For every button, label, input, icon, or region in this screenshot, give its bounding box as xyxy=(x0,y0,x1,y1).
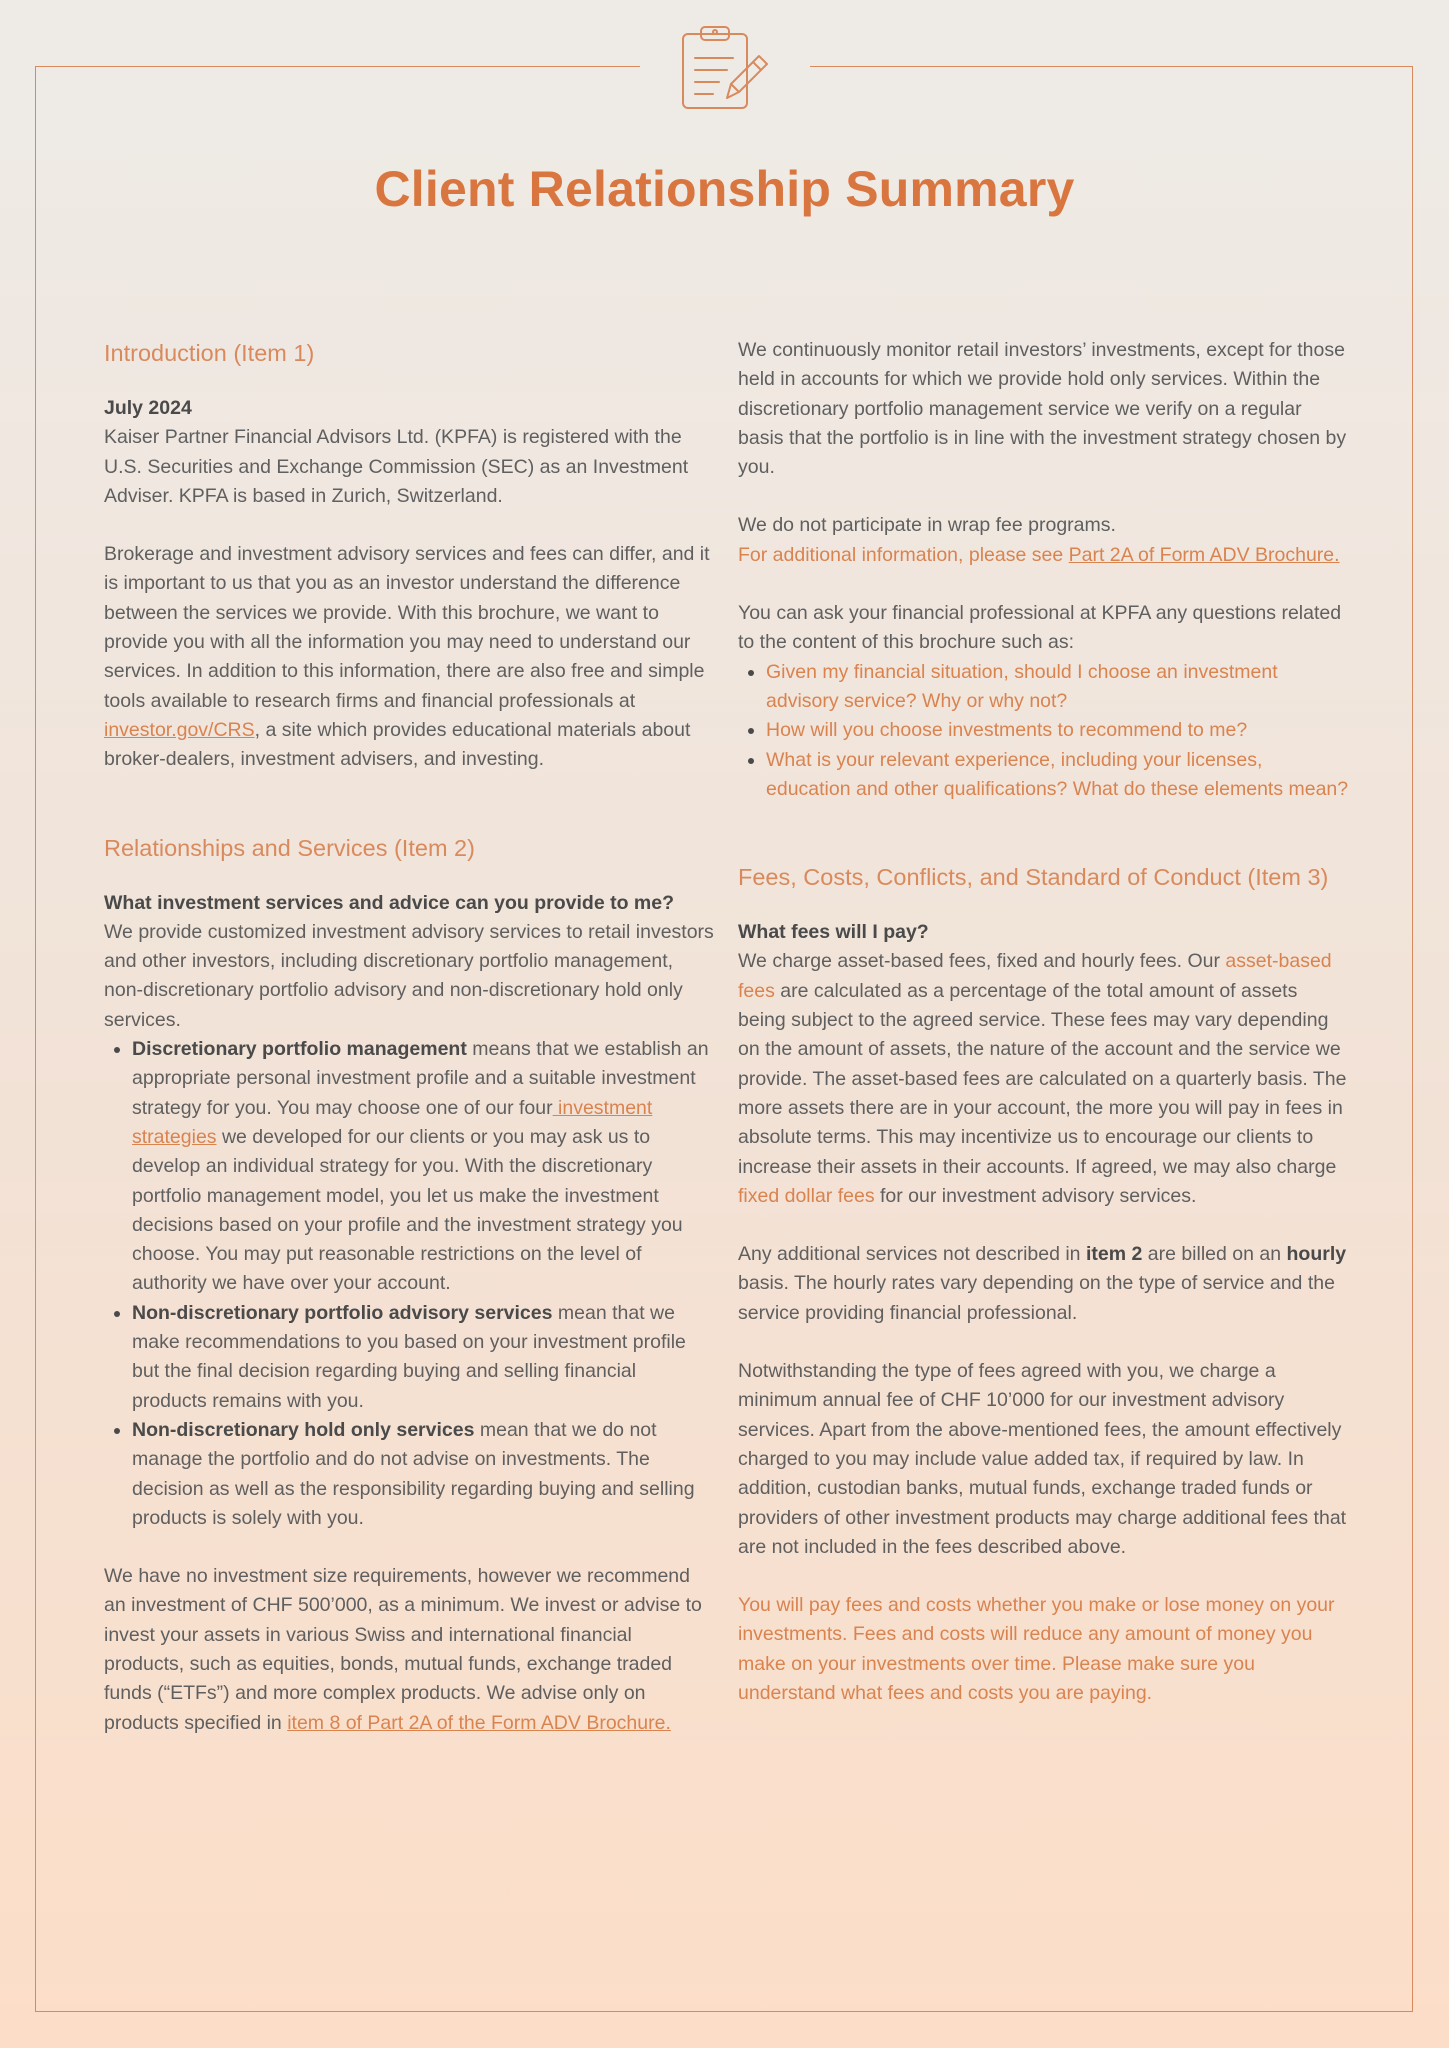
investment-size-paragraph: We have no investment size requirements, however we recommend an investment of CHF 500’000, as a minimum. We invest or advise to invest your assets in various Swiss and international financial products, such as equities, bonds, mutual funds, exchange traded funds (“ETFs”) and more complex products. We advise only on products specified in item 8 of Part 2A of the Form ADV Brochure. xyxy=(104,1565,702,1734)
services-question: What investment services and advice can you provide to me? xyxy=(104,891,675,914)
form-adv-link[interactable]: Part 2A of Form ADV Brochure. xyxy=(1068,543,1340,566)
wrap-fee-text: We do not participate in wrap fee programs. xyxy=(738,514,1116,537)
right-column xyxy=(738,336,1350,1708)
list-item: • Non-discretionary hold only services mean that we do not manage the portfolio and do not advise on investments. The decision as well as the responsibility regarding buying and selling products is solely with you. xyxy=(132,1416,714,1533)
item8-link[interactable]: item 8 of Part 2A of the Form ADV Brochure. xyxy=(287,1711,671,1734)
additional-info: For additional information, please see Part 2A of Form ADV Brochure. xyxy=(738,543,1340,566)
tools-paragraph: Brokerage and investment advisory services and fees can differ, and it is important to us that you as an investor understand the difference between the services we provide. With this brochure, we want to provide you with all the information you may need to understand our services. In addition to this information, there are also free and simple tools available to research firms and financial professionals at investor.gov/CRS, a site which provides educational materials about broker-dealers, investment advisers, and investing. xyxy=(104,543,710,771)
services-list xyxy=(104,1035,714,1533)
monitor-paragraph: We continuously monitor retail investors’ investments, except for those held in accounts for which we provide hold only services. Within the discretionary portfolio management service we verify on a regular basis that the portfolio is in line with the investment strategy chosen by you. xyxy=(738,339,1347,479)
page-title: Client Relationship Summary xyxy=(374,161,1075,217)
list-item: • Discretionary portfolio management means that we establish an appropriate personal investment profile and a suitable investment strategy for you. You may choose one of our four investment strategies we developed for our clients or you may ask us to develop an individual strategy for you. With the discretionary portfolio management model, you let us make the investment decisions based on your profile and the investment strategy you choose. You may put reasonable restrictions on the level of authority we have over your account. xyxy=(132,1035,714,1299)
clipboard-pencil-icon xyxy=(679,24,771,114)
investment-strategies-link[interactable]: investment strategies xyxy=(132,1096,653,1148)
minimum-fee-paragraph: Notwithstanding the type of fees agreed with you, we charge a minimum annual fee of CHF 10’000 for our investment advisory services. Apart from the above-mentioned fees, the amount effectively charged to you may include value added tax, if required by law. In addition, custodian banks, mutual funds, exchange traded funds or providers of other investment products may charge additional fees that are not included in the fees described above. xyxy=(738,1360,1347,1558)
item3-heading: Fees, Costs, Conflicts, and Standard of Conduct (Item 3) xyxy=(738,864,1329,891)
fees-paragraph: We charge asset-based fees, fixed and hourly fees. Our asset-based fees are calculated as a percentage of the total amount of assets being subject to the agreed service. These fees may vary depending on the amount of assets, the nature of the account and the service we provide. The asset-based fees are calculated on a quarterly basis. The more assets there are in your account, the more you will pay in fees in absolute terms. This may incentivize us to encourage our clients to increase their assets in their accounts. If agreed, we may also charge fixed dollar fees for our investment advisory services. xyxy=(738,950,1347,1207)
investor-gov-link[interactable]: investor.gov/CRS xyxy=(104,718,255,741)
list-item: • What is your relevant experience, including your licenses, education and other qualifications? What do these elements mean? xyxy=(766,746,1350,805)
fees-question: What fees will I pay? xyxy=(738,921,929,944)
left-column xyxy=(104,336,714,1738)
list-item: • Given my financial situation, should I choose an investment advisory service? Why or why not? xyxy=(766,658,1350,717)
additional-services-paragraph: Any additional services not described in item 2 are billed on an hourly basis. The hourly rates vary depending on the type of service and the service providing financial professional. xyxy=(738,1243,1347,1324)
date: July 2024 xyxy=(104,397,192,419)
item1-heading: Introduction (Item 1) xyxy=(104,340,315,366)
list-item: • How will you choose investments to recommend to me? xyxy=(766,716,1350,745)
questions-list xyxy=(738,658,1350,804)
services-intro: We provide customized investment advisory services to retail investors and other investors, including discretionary portfolio management, non-discretionary portfolio advisory and non-discretionary hold only services. xyxy=(104,920,714,1031)
fees-warning: You will pay fees and costs whether you make or lose money on your investments. Fees and costs will reduce any amount of money you make on your investments over time. Please make sure you understand what fees and costs you are paying. xyxy=(738,1594,1335,1704)
ask-paragraph: You can ask your financial professional at KPFA any questions related to the content of this brochure such as: xyxy=(738,602,1342,654)
item2-heading: Relationships and Services (Item 2) xyxy=(104,834,475,861)
intro-paragraph: Kaiser Partner Financial Advisors Ltd. (KPFA) is registered with the U.S. Securities and Exchange Commission (SEC) as an Investment Adviser. KPFA is based in Zurich, Switzerland. xyxy=(104,426,689,507)
list-item: • Non-discretionary portfolio advisory services mean that we make recommendations to you based on your investment profile but the final decision regarding buying and selling financial products remains with you. xyxy=(132,1299,714,1416)
